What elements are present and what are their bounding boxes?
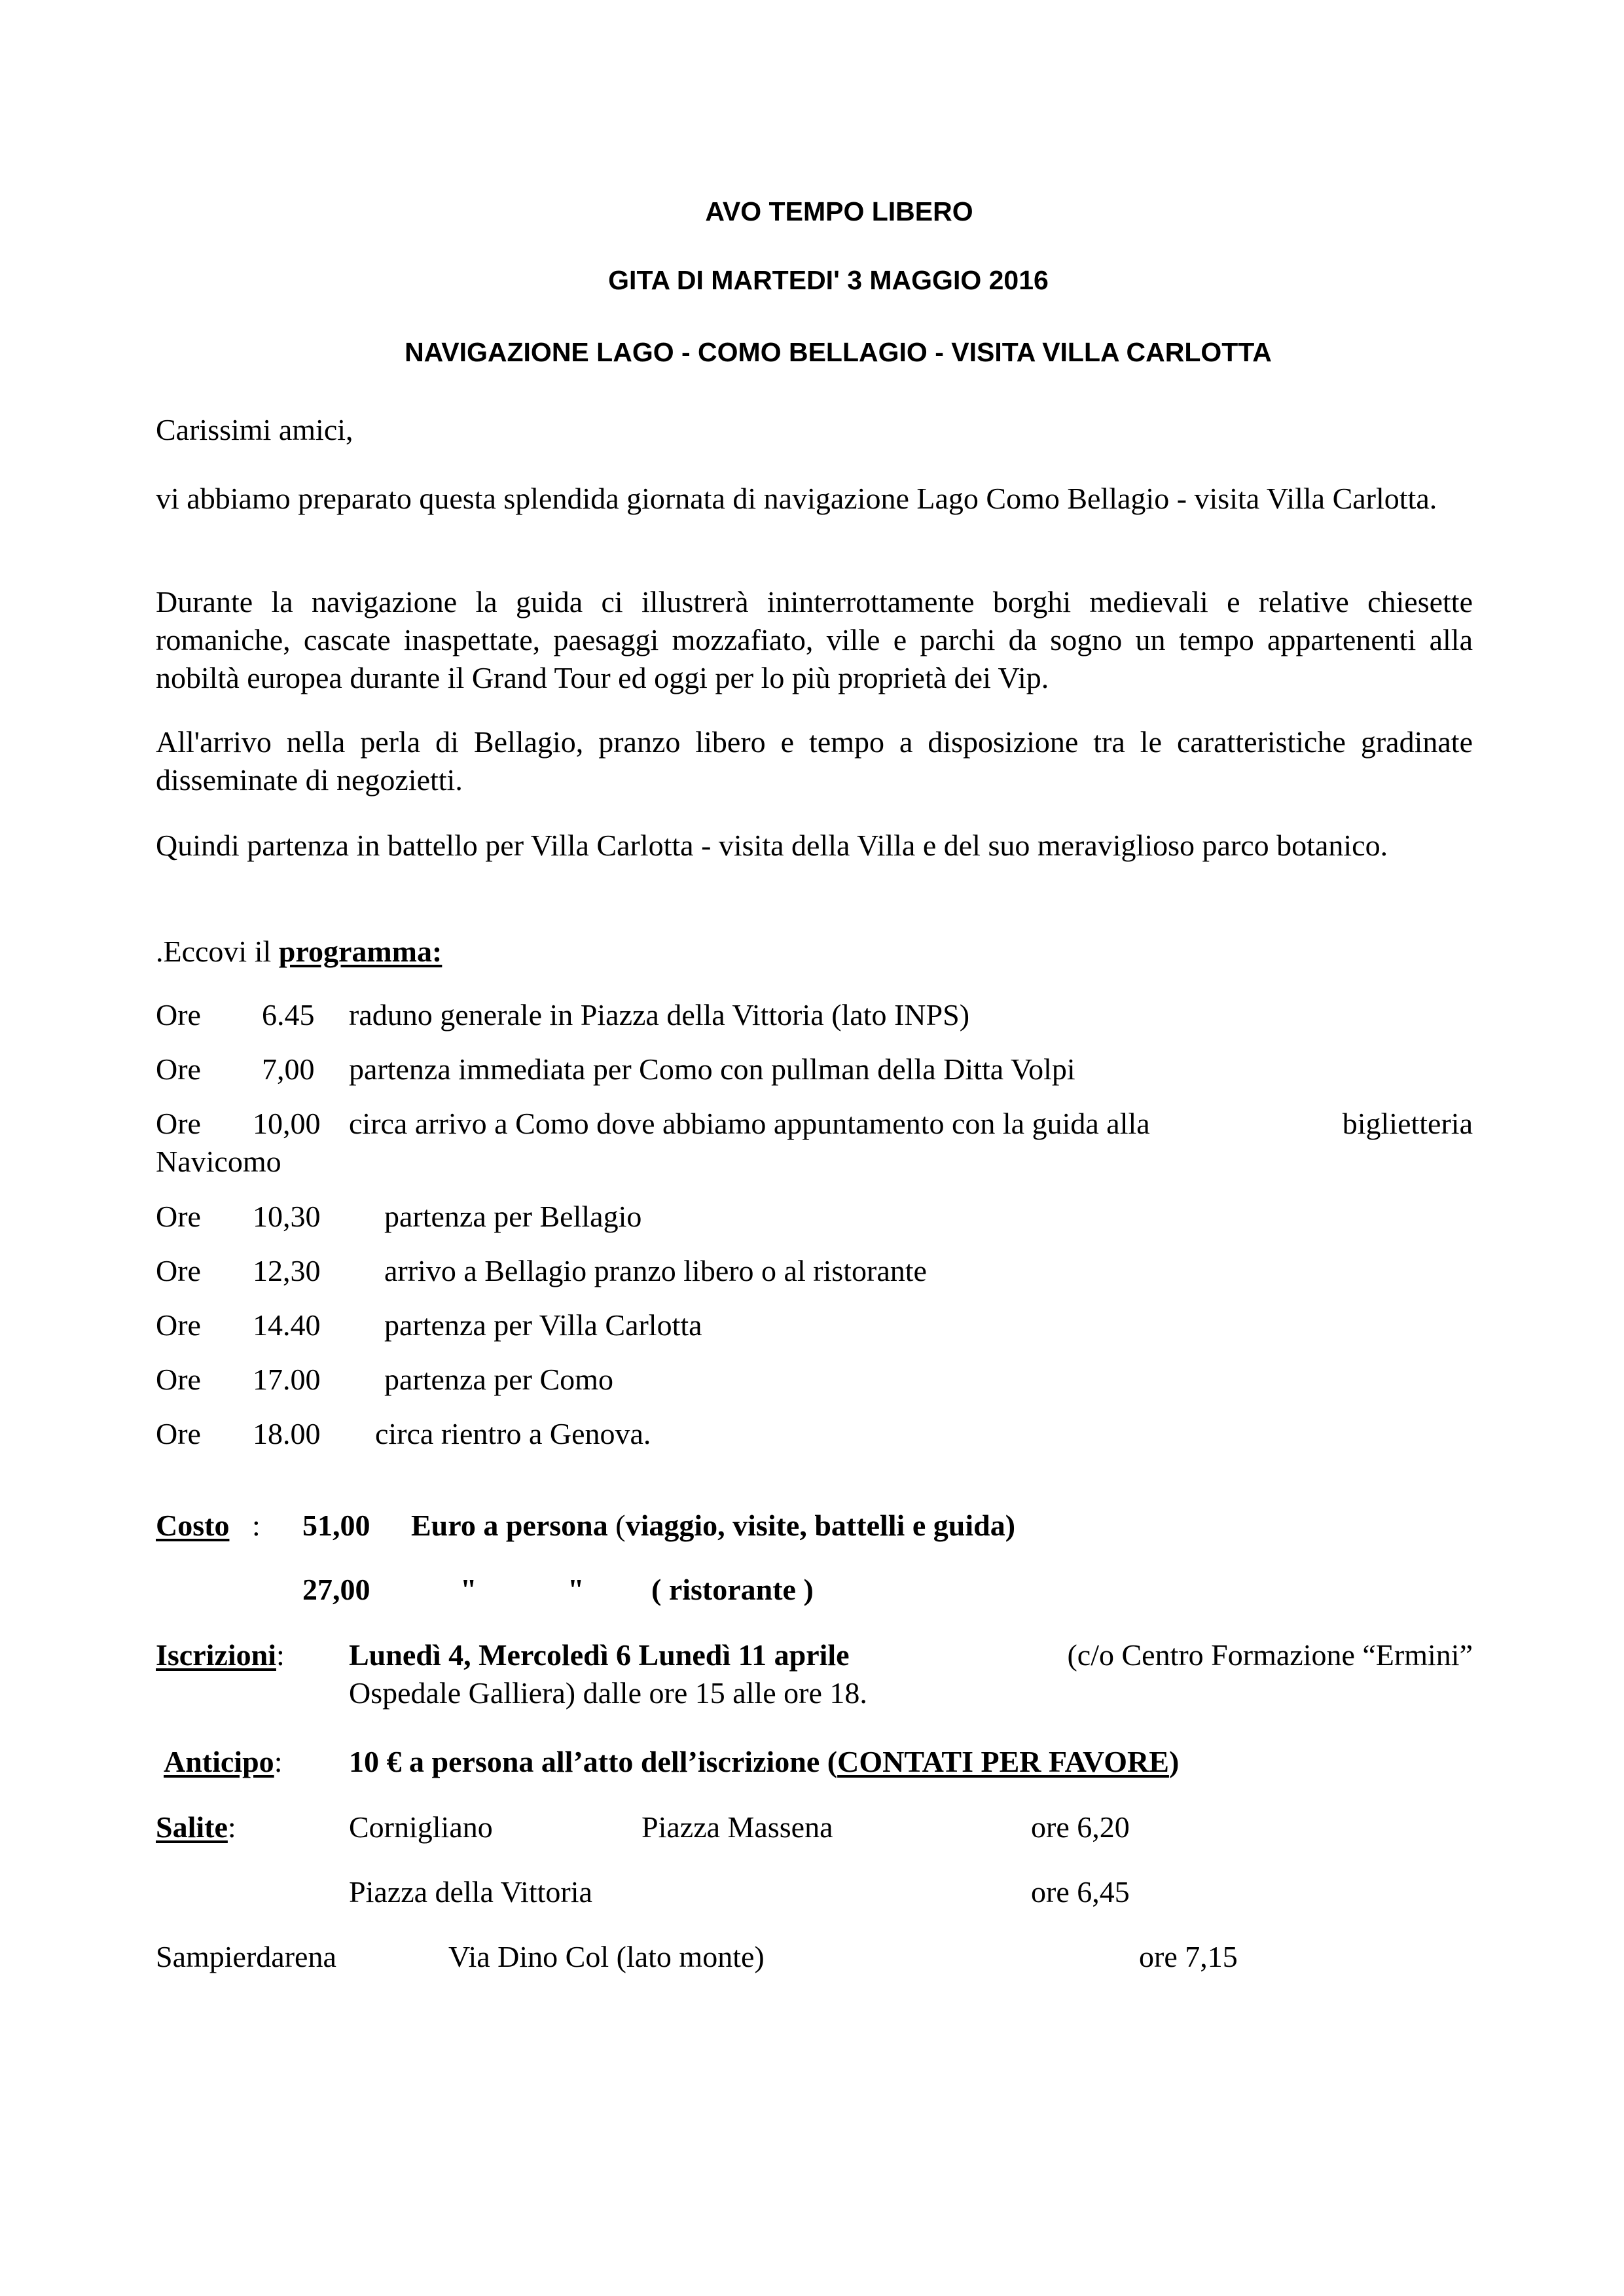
ditto-mark: "	[460, 1573, 477, 1606]
navigation-paragraph: Durante la navigazione la guida ci illustrerà ininterrottamente borghi medievali e relative chiesette romaniche, cascate inaspettate, paesaggi mozzafiato, ville e parchi da sogno un tempo appartenenti alla nobiltà europea durante il Grand Tour ed oggi per lo più proprietà dei Vip.	[156, 585, 1473, 694]
schedule-time: 14.40	[253, 1308, 321, 1342]
pickup-place: Piazza Massena	[641, 1810, 833, 1844]
program-keyword: programma:	[278, 935, 442, 968]
registrations-place: (c/o Centro Formazione “Ermini”	[1067, 1638, 1473, 1672]
schedule-desc: circa rientro a Genova.	[375, 1417, 651, 1450]
schedule-time: 7,00	[262, 1052, 315, 1086]
schedule-desc: raduno generale in Piazza della Vittoria (lato INPS)	[349, 998, 970, 1031]
schedule-time: 17.00	[253, 1363, 321, 1396]
pickup-area: Sampierdarena	[156, 1940, 336, 1973]
cost-price-trip: 51,00	[302, 1509, 370, 1542]
schedule-time: 6.45	[262, 998, 315, 1031]
schedule-desc: arrivo a Bellagio pranzo libero o al ristorante	[384, 1254, 927, 1287]
registrations-label-group: Iscrizioni:	[156, 1638, 285, 1672]
schedule-label: Ore	[156, 1363, 201, 1396]
cost-price-restaurant: 27,00	[302, 1573, 370, 1606]
pickup-place: Via Dino Col (lato monte)	[448, 1940, 765, 1973]
schedule-desc: partenza per Bellagio	[384, 1200, 642, 1233]
villa-paragraph: Quindi partenza in battello per Villa Carlotta - visita della Villa e del suo meraviglioso parco botanico.	[156, 829, 1388, 862]
schedule-label: Ore	[156, 1254, 201, 1287]
pickups-label: Salite	[156, 1810, 228, 1844]
intro-paragraph: vi abbiamo preparato questa splendida giornata di navigazione Lago Como Bellagio - visita Villa Carlotta.	[156, 482, 1437, 515]
cost-desc-restaurant: ( ristorante )	[651, 1573, 814, 1606]
registrations-dates: Lunedì 4, Mercoledì 6 Lunedì 11 aprile	[349, 1638, 850, 1672]
pickup-time: ore 6,20	[1031, 1810, 1130, 1844]
registrations-label: Iscrizioni	[156, 1638, 276, 1672]
schedule-label: Ore	[156, 1107, 201, 1140]
pickup-place: Piazza della Vittoria	[349, 1875, 592, 1909]
cash-only-note: CONTATI PER FAVORE	[837, 1745, 1169, 1778]
route-heading: NAVIGAZIONE LAGO - COMO BELLAGIO - VISITA VILLA CARLOTTA	[405, 337, 1272, 367]
schedule-label: Ore	[156, 1417, 201, 1450]
trip-date-heading: GITA DI MARTEDI' 3 MAGGIO 2016	[608, 265, 1049, 295]
cost-colon: :	[252, 1509, 261, 1542]
deposit-label: Anticipo	[164, 1745, 274, 1778]
schedule-desc-end: biglietteria	[1342, 1107, 1473, 1140]
schedule-label: Ore	[156, 1052, 201, 1086]
schedule-desc: partenza immediata per Como con pullman della Ditta Volpi	[349, 1052, 1075, 1086]
program-intro	[156, 933, 442, 971]
registrations-place-cont: Ospedale Galliera) dalle ore 15 alle ore 18.	[349, 1676, 867, 1710]
ditto-mark: "	[568, 1573, 585, 1606]
pickup-area: Cornigliano	[349, 1810, 493, 1844]
registrations-line	[349, 1636, 1473, 1674]
pickups-label-group: Salite:	[156, 1810, 236, 1844]
cost-label: Costo	[156, 1509, 230, 1542]
bellagio-paragraph: All'arrivo nella perla di Bellagio, pranzo libero e tempo a disposizione tra le caratteristiche gradinate disseminate di negozietti.	[156, 725, 1473, 797]
schedule-desc: partenza per Como	[384, 1363, 613, 1396]
pickup-time: ore 7,15	[1139, 1940, 1238, 1973]
schedule-time: 10,00	[253, 1107, 321, 1140]
deposit-text: 10 € a persona all’atto dell’iscrizione (CONTATI PER FAVORE)	[349, 1745, 1180, 1778]
pickup-time: ore 6,45	[1031, 1875, 1130, 1909]
cost-desc-trip: Euro a persona (viaggio, visite, battelli e guida)	[411, 1509, 1016, 1542]
greeting: Carissimi amici,	[156, 413, 353, 446]
schedule-label: Ore	[156, 998, 201, 1031]
program-intro-prefix: .Eccovi il	[156, 935, 279, 968]
schedule-desc-continuation: Navicomo	[156, 1145, 281, 1178]
org-heading: AVO TEMPO LIBERO	[705, 196, 973, 226]
schedule-label: Ore	[156, 1200, 201, 1233]
schedule-desc: circa arrivo a Como dove abbiamo appuntamento con la guida alla	[349, 1107, 1150, 1140]
schedule-time: 12,30	[253, 1254, 321, 1287]
schedule-desc: partenza per Villa Carlotta	[384, 1308, 702, 1342]
schedule-time: 18.00	[253, 1417, 321, 1450]
schedule-label: Ore	[156, 1308, 201, 1342]
deposit-label-group: Anticipo:	[164, 1745, 283, 1778]
schedule-time: 10,30	[253, 1200, 321, 1233]
